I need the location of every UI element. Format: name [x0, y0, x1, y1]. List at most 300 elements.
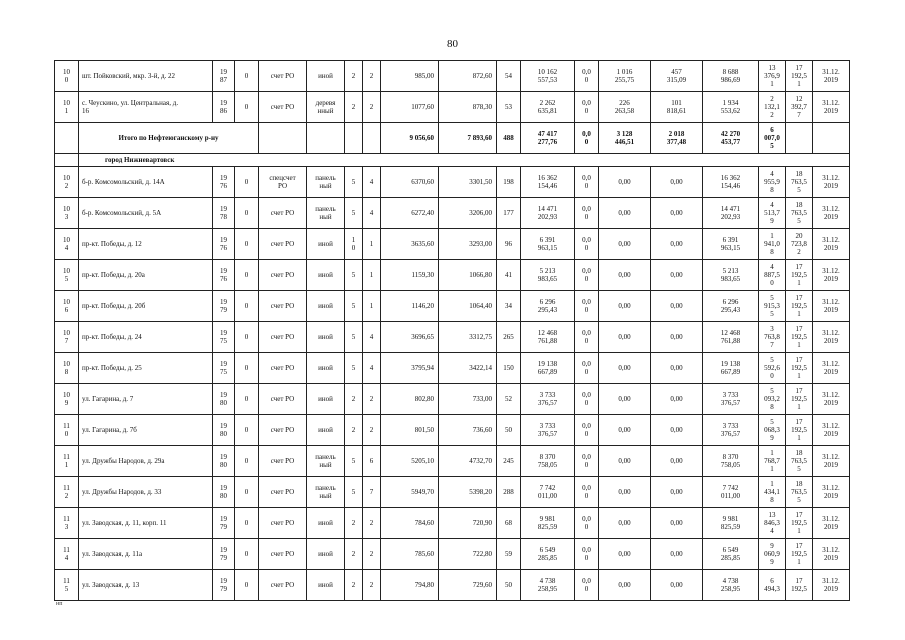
- budget-a-cell: 226 263,58: [599, 92, 651, 123]
- residents-cell: 54: [497, 61, 521, 92]
- year-cell: 19 76: [213, 260, 235, 291]
- date-cell: 31.12. 2019: [813, 477, 850, 508]
- residents-cell: 50: [497, 415, 521, 446]
- budget-b-cell: 0,00: [651, 353, 703, 384]
- residents-cell: 41: [497, 260, 521, 291]
- table-cell: [345, 123, 363, 154]
- row-number-cell: 10 4: [55, 229, 79, 260]
- fund-cell: 0,0 0: [575, 415, 599, 446]
- address-cell: ул. Дружбы Народов, д. 33: [79, 477, 213, 508]
- table-row: [55, 92, 850, 123]
- fund-cell: 0,0 0: [575, 353, 599, 384]
- limit-cell: 17 192,5 1: [786, 322, 813, 353]
- col-z-cell: 0: [235, 322, 259, 353]
- account-cell: счет РО: [259, 353, 307, 384]
- residents-cell: 68: [497, 508, 521, 539]
- budget-a-cell: 0,00: [599, 539, 651, 570]
- table-row: [55, 198, 850, 229]
- floors-cell: 2: [345, 570, 363, 601]
- residents-cell: 288: [497, 477, 521, 508]
- table-row: [55, 539, 850, 570]
- account-cell: спецсчет РО: [259, 167, 307, 198]
- living-area-cell: 722,80: [439, 539, 497, 570]
- fund-cell: 0,0 0: [575, 477, 599, 508]
- entrances-cell: 7: [363, 477, 381, 508]
- budget-a-cell: 0,00: [599, 415, 651, 446]
- budget-b-cell: 0,00: [651, 260, 703, 291]
- entrances-cell: 2: [363, 415, 381, 446]
- col-z-cell: 0: [235, 384, 259, 415]
- limit-cell: 18 763,5 5: [786, 446, 813, 477]
- budget-b-cell: 0,00: [651, 415, 703, 446]
- cost-total-cell: 47 417 277,76: [521, 123, 575, 154]
- table-row: [55, 322, 850, 353]
- account-cell: счет РО: [259, 508, 307, 539]
- year-cell: 19 86: [213, 92, 235, 123]
- living-area-cell: 3422,14: [439, 353, 497, 384]
- fund-cell: 0,0 0: [575, 61, 599, 92]
- residents-cell: 198: [497, 167, 521, 198]
- per-m2-cell: 1 434,1 8: [759, 477, 786, 508]
- floors-cell: 5: [345, 353, 363, 384]
- floors-cell: 2: [345, 415, 363, 446]
- date-cell: 31.12. 2019: [813, 384, 850, 415]
- budget-b-cell: 0,00: [651, 570, 703, 601]
- address-cell: ул. Гагарина, д. 7: [79, 384, 213, 415]
- table-row: [55, 61, 850, 92]
- total-area-cell: 3696,65: [381, 322, 439, 353]
- cost-total-cell: 7 742 011,00: [521, 477, 575, 508]
- per-m2-cell: 5 592,6 0: [759, 353, 786, 384]
- limit-cell: 18 763,5 5: [786, 198, 813, 229]
- budget-b-cell: 0,00: [651, 229, 703, 260]
- material-cell: иной: [307, 322, 345, 353]
- account-cell: счет РО: [259, 384, 307, 415]
- living-area-cell: 1066,80: [439, 260, 497, 291]
- budget-a-cell: 0,00: [599, 229, 651, 260]
- account-cell: счет РО: [259, 92, 307, 123]
- limit-cell: 17 192,5 1: [786, 415, 813, 446]
- limit-cell: 17 192,5 1: [786, 291, 813, 322]
- per-m2-cell: 4 887,5 0: [759, 260, 786, 291]
- per-m2-cell: 1 941,0 8: [759, 229, 786, 260]
- table-row: [55, 384, 850, 415]
- budget-a-cell: 1 016 255,75: [599, 61, 651, 92]
- account-cell: счет РО: [259, 291, 307, 322]
- account-cell: счет РО: [259, 260, 307, 291]
- entrances-cell: 2: [363, 539, 381, 570]
- total-area-cell: 985,00: [381, 61, 439, 92]
- address-cell: пр-кт. Победы, д. 12: [79, 229, 213, 260]
- owners-cell: 12 468 761,88: [703, 322, 759, 353]
- living-area-cell: 720,90: [439, 508, 497, 539]
- floors-cell: 5: [345, 260, 363, 291]
- total-area-cell: 6370,60: [381, 167, 439, 198]
- date-cell: 31.12. 2019: [813, 353, 850, 384]
- per-m2-cell: 1 768,7 1: [759, 446, 786, 477]
- table-row: [55, 291, 850, 322]
- residents-cell: 52: [497, 384, 521, 415]
- table-row: [55, 570, 850, 601]
- owners-cell: 9 981 825,59: [703, 508, 759, 539]
- material-cell: панель ный: [307, 167, 345, 198]
- fund-cell: 0,0 0: [575, 123, 599, 154]
- account-cell: счет РО: [259, 477, 307, 508]
- budget-a-cell: 0,00: [599, 260, 651, 291]
- owners-cell: 6 391 963,15: [703, 229, 759, 260]
- budget-a-cell: 0,00: [599, 322, 651, 353]
- per-m2-cell: 5 068,3 9: [759, 415, 786, 446]
- living-area-cell: 872,60: [439, 61, 497, 92]
- col-z-cell: 0: [235, 260, 259, 291]
- address-cell: ул. Гагарина, д. 7б: [79, 415, 213, 446]
- material-cell: панель ный: [307, 198, 345, 229]
- table-row: [55, 260, 850, 291]
- floors-cell: 5: [345, 291, 363, 322]
- account-cell: счет РО: [259, 415, 307, 446]
- cost-total-cell: 6 391 963,15: [521, 229, 575, 260]
- limit-cell: 17 192,5 1: [786, 353, 813, 384]
- living-area-cell: 733,00: [439, 384, 497, 415]
- budget-b-cell: 0,00: [651, 291, 703, 322]
- cost-total-cell: 3 733 376,57: [521, 415, 575, 446]
- entrances-cell: 2: [363, 61, 381, 92]
- total-area-cell: 785,60: [381, 539, 439, 570]
- entrances-cell: 2: [363, 92, 381, 123]
- account-cell: счет РО: [259, 570, 307, 601]
- fund-cell: 0,0 0: [575, 384, 599, 415]
- material-cell: иной: [307, 508, 345, 539]
- budget-b-cell: 0,00: [651, 508, 703, 539]
- budget-a-cell: 0,00: [599, 167, 651, 198]
- col-z-cell: 0: [235, 198, 259, 229]
- account-cell: счет РО: [259, 229, 307, 260]
- living-area-cell: 3301,50: [439, 167, 497, 198]
- owners-cell: 6 296 295,43: [703, 291, 759, 322]
- entrances-cell: 1: [363, 260, 381, 291]
- row-number-cell: 10 6: [55, 291, 79, 322]
- cost-total-cell: 5 213 983,65: [521, 260, 575, 291]
- account-cell: счет РО: [259, 539, 307, 570]
- row-number-cell: 10 1: [55, 92, 79, 123]
- year-cell: 19 87: [213, 61, 235, 92]
- total-area-cell: 1159,30: [381, 260, 439, 291]
- address-cell: пр-кт. Победы, д. 20а: [79, 260, 213, 291]
- material-cell: иной: [307, 570, 345, 601]
- year-cell: 19 76: [213, 167, 235, 198]
- address-cell: ул. Дружбы Народов, д. 29а: [79, 446, 213, 477]
- floors-cell: 2: [345, 61, 363, 92]
- limit-cell: 18 763,5 5: [786, 167, 813, 198]
- year-cell: 19 80: [213, 477, 235, 508]
- address-cell: пр-кт. Победы, д. 25: [79, 353, 213, 384]
- date-cell: 31.12. 2019: [813, 167, 850, 198]
- row-number-cell: 11 0: [55, 415, 79, 446]
- owners-cell: 6 549 285,85: [703, 539, 759, 570]
- fund-cell: 0,0 0: [575, 539, 599, 570]
- year-cell: 19 79: [213, 539, 235, 570]
- budget-b-cell: 0,00: [651, 446, 703, 477]
- row-number-cell: 11 4: [55, 539, 79, 570]
- fund-cell: 0,0 0: [575, 570, 599, 601]
- fund-cell: 0,0 0: [575, 198, 599, 229]
- budget-a-cell: 0,00: [599, 291, 651, 322]
- owners-cell: 19 138 667,89: [703, 353, 759, 384]
- owners-cell: 3 733 376,57: [703, 415, 759, 446]
- fund-cell: 0,0 0: [575, 508, 599, 539]
- row-number-cell: 11 3: [55, 508, 79, 539]
- table-row: [55, 167, 850, 198]
- entrances-cell: 1: [363, 229, 381, 260]
- col-z-cell: 0: [235, 570, 259, 601]
- entrances-cell: 4: [363, 353, 381, 384]
- year-cell: 19 80: [213, 415, 235, 446]
- account-cell: счет РО: [259, 322, 307, 353]
- table-cell: [259, 123, 307, 154]
- row-number-cell: 10 2: [55, 167, 79, 198]
- budget-a-cell: 0,00: [599, 477, 651, 508]
- residents-cell: 96: [497, 229, 521, 260]
- budget-a-cell: 0,00: [599, 446, 651, 477]
- budget-a-cell: 0,00: [599, 198, 651, 229]
- budget-b-cell: 0,00: [651, 539, 703, 570]
- material-cell: иной: [307, 353, 345, 384]
- limit-cell: 17 192,5 1: [786, 508, 813, 539]
- col-z-cell: 0: [235, 446, 259, 477]
- residents-cell: 245: [497, 446, 521, 477]
- budget-a-cell: 3 128 446,51: [599, 123, 651, 154]
- per-m2-cell: 9 060,9 9: [759, 539, 786, 570]
- table-cell: [363, 123, 381, 154]
- residents-cell: 34: [497, 291, 521, 322]
- floors-cell: 2: [345, 508, 363, 539]
- total-area-cell: 5949,70: [381, 477, 439, 508]
- col-z-cell: 0: [235, 415, 259, 446]
- year-cell: 19 76: [213, 229, 235, 260]
- date-cell: 31.12. 2019: [813, 446, 850, 477]
- table-row: [55, 353, 850, 384]
- table-cell: [55, 154, 79, 167]
- year-cell: 19 80: [213, 384, 235, 415]
- housing-register-table: [54, 60, 850, 601]
- col-z-cell: 0: [235, 92, 259, 123]
- limit-cell: 17 192,5 1: [786, 384, 813, 415]
- entrances-cell: 4: [363, 322, 381, 353]
- table-body-district: [55, 61, 850, 123]
- cost-total-cell: 2 262 635,81: [521, 92, 575, 123]
- budget-b-cell: 0,00: [651, 322, 703, 353]
- per-m2-cell: 5 915,3 5: [759, 291, 786, 322]
- floors-cell: 5: [345, 477, 363, 508]
- total-area-cell: 3795,94: [381, 353, 439, 384]
- table-row: [55, 477, 850, 508]
- date-cell: 31.12. 2019: [813, 415, 850, 446]
- residents-cell: 177: [497, 198, 521, 229]
- cost-total-cell: 10 162 557,53: [521, 61, 575, 92]
- fund-cell: 0,0 0: [575, 92, 599, 123]
- living-area-cell: 3312,75: [439, 322, 497, 353]
- address-cell: с. Чеускино, ул. Центральная, д. 16: [79, 92, 213, 123]
- cost-total-cell: 12 468 761,88: [521, 322, 575, 353]
- total-area-cell: 9 056,60: [381, 123, 439, 154]
- total-area-cell: 1146,20: [381, 291, 439, 322]
- row-number-cell: 11 2: [55, 477, 79, 508]
- budget-b-cell: 2 018 377,48: [651, 123, 703, 154]
- table-cell: [307, 123, 345, 154]
- row-number-cell: 10 0: [55, 61, 79, 92]
- per-m2-cell: 6 007,0 5: [759, 123, 786, 154]
- residents-cell: 53: [497, 92, 521, 123]
- cost-total-cell: 9 981 825,59: [521, 508, 575, 539]
- total-area-cell: 794,80: [381, 570, 439, 601]
- cost-total-cell: 3 733 376,57: [521, 384, 575, 415]
- row-number-cell: 10 9: [55, 384, 79, 415]
- cost-total-cell: 4 738 258,95: [521, 570, 575, 601]
- total-area-cell: 802,80: [381, 384, 439, 415]
- living-area-cell: 1064,40: [439, 291, 497, 322]
- floors-cell: 5: [345, 167, 363, 198]
- total-area-cell: 784,60: [381, 508, 439, 539]
- col-z-cell: 0: [235, 61, 259, 92]
- fund-cell: 0,0 0: [575, 167, 599, 198]
- cost-total-cell: 6 549 285,85: [521, 539, 575, 570]
- account-cell: счет РО: [259, 198, 307, 229]
- entrances-cell: 6: [363, 446, 381, 477]
- living-area-cell: 3206,00: [439, 198, 497, 229]
- limit-cell: 17 192,5 1: [786, 539, 813, 570]
- material-cell: иной: [307, 384, 345, 415]
- fund-cell: 0,0 0: [575, 229, 599, 260]
- year-cell: 19 79: [213, 508, 235, 539]
- address-cell: ул. Заводская, д. 11, корп. 11: [79, 508, 213, 539]
- budget-b-cell: 457 315,09: [651, 61, 703, 92]
- floors-cell: 5: [345, 322, 363, 353]
- limit-cell: 20 723,8 2: [786, 229, 813, 260]
- account-cell: счет РО: [259, 446, 307, 477]
- address-cell: б-р. Комсомольский, д. 14А: [79, 167, 213, 198]
- entrances-cell: 4: [363, 167, 381, 198]
- date-cell: 31.12. 2019: [813, 92, 850, 123]
- budget-b-cell: 0,00: [651, 198, 703, 229]
- fund-cell: 0,0 0: [575, 291, 599, 322]
- footer-mark: нп: [56, 601, 63, 607]
- per-m2-cell: 13 376,9 1: [759, 61, 786, 92]
- limit-cell: 17 192,5 1: [786, 61, 813, 92]
- col-z-cell: 0: [235, 353, 259, 384]
- per-m2-cell: 2 132,1 2: [759, 92, 786, 123]
- address-cell: шт. Пойковский, мкр. 3-й, д. 22: [79, 61, 213, 92]
- account-cell: счет РО: [259, 61, 307, 92]
- table-body-total: [55, 123, 850, 167]
- cost-total-cell: 6 296 295,43: [521, 291, 575, 322]
- year-cell: 19 79: [213, 291, 235, 322]
- limit-cell: 17 192,5: [786, 570, 813, 601]
- living-area-cell: 5398,20: [439, 477, 497, 508]
- material-cell: иной: [307, 291, 345, 322]
- row-number-cell: 11 5: [55, 570, 79, 601]
- residents-cell: 488: [497, 123, 521, 154]
- address-cell: пр-кт. Победы, д. 20б: [79, 291, 213, 322]
- table-cell: [813, 123, 850, 154]
- total-area-cell: 801,50: [381, 415, 439, 446]
- date-cell: 31.12. 2019: [813, 322, 850, 353]
- entrances-cell: 2: [363, 508, 381, 539]
- owners-cell: 5 213 983,65: [703, 260, 759, 291]
- entrances-cell: 4: [363, 198, 381, 229]
- address-cell: ул. Заводская, д. 13: [79, 570, 213, 601]
- budget-a-cell: 0,00: [599, 384, 651, 415]
- floors-cell: 5: [345, 446, 363, 477]
- floors-cell: 2: [345, 539, 363, 570]
- col-z-cell: 0: [235, 167, 259, 198]
- cost-total-cell: 8 370 758,05: [521, 446, 575, 477]
- date-cell: 31.12. 2019: [813, 570, 850, 601]
- district-total-row: [55, 123, 850, 154]
- living-area-cell: 4732,70: [439, 446, 497, 477]
- owners-cell: 42 270 453,77: [703, 123, 759, 154]
- material-cell: иной: [307, 415, 345, 446]
- floors-cell: 1 0: [345, 229, 363, 260]
- budget-a-cell: 0,00: [599, 353, 651, 384]
- total-area-cell: 5205,10: [381, 446, 439, 477]
- row-number-cell: 10 5: [55, 260, 79, 291]
- budget-b-cell: 0,00: [651, 167, 703, 198]
- year-cell: 19 75: [213, 353, 235, 384]
- col-z-cell: 0: [235, 291, 259, 322]
- material-cell: иной: [307, 539, 345, 570]
- per-m2-cell: 5 093,2 8: [759, 384, 786, 415]
- living-area-cell: 3293,00: [439, 229, 497, 260]
- owners-cell: 16 362 154,46: [703, 167, 759, 198]
- limit-cell: 18 763,5 5: [786, 477, 813, 508]
- row-number-cell: 10 7: [55, 322, 79, 353]
- material-cell: панель ный: [307, 477, 345, 508]
- living-area-cell: 736,60: [439, 415, 497, 446]
- table-cell: [55, 123, 79, 154]
- budget-b-cell: 0,00: [651, 477, 703, 508]
- date-cell: 31.12. 2019: [813, 539, 850, 570]
- section-title: город Нижневартовск: [79, 154, 850, 167]
- owners-cell: 14 471 202,93: [703, 198, 759, 229]
- living-area-cell: 729,60: [439, 570, 497, 601]
- material-cell: панель ный: [307, 446, 345, 477]
- owners-cell: 8 370 758,05: [703, 446, 759, 477]
- budget-b-cell: 101 818,61: [651, 92, 703, 123]
- owners-cell: 8 688 986,69: [703, 61, 759, 92]
- cost-total-cell: 14 471 202,93: [521, 198, 575, 229]
- per-m2-cell: 3 763,8 7: [759, 322, 786, 353]
- year-cell: 19 79: [213, 570, 235, 601]
- material-cell: иной: [307, 229, 345, 260]
- table-row: [55, 415, 850, 446]
- date-cell: 31.12. 2019: [813, 260, 850, 291]
- residents-cell: 265: [497, 322, 521, 353]
- entrances-cell: 1: [363, 291, 381, 322]
- col-z-cell: 0: [235, 477, 259, 508]
- limit-cell: 12 392,7 7: [786, 92, 813, 123]
- budget-b-cell: 0,00: [651, 384, 703, 415]
- entrances-cell: 2: [363, 384, 381, 415]
- material-cell: иной: [307, 61, 345, 92]
- date-cell: 31.12. 2019: [813, 61, 850, 92]
- per-m2-cell: 4 955,9 8: [759, 167, 786, 198]
- floors-cell: 2: [345, 92, 363, 123]
- address-cell: пр-кт. Победы, д. 24: [79, 322, 213, 353]
- floors-cell: 5: [345, 198, 363, 229]
- section-header-row: [55, 154, 850, 167]
- row-number-cell: 11 1: [55, 446, 79, 477]
- cost-total-cell: 19 138 667,89: [521, 353, 575, 384]
